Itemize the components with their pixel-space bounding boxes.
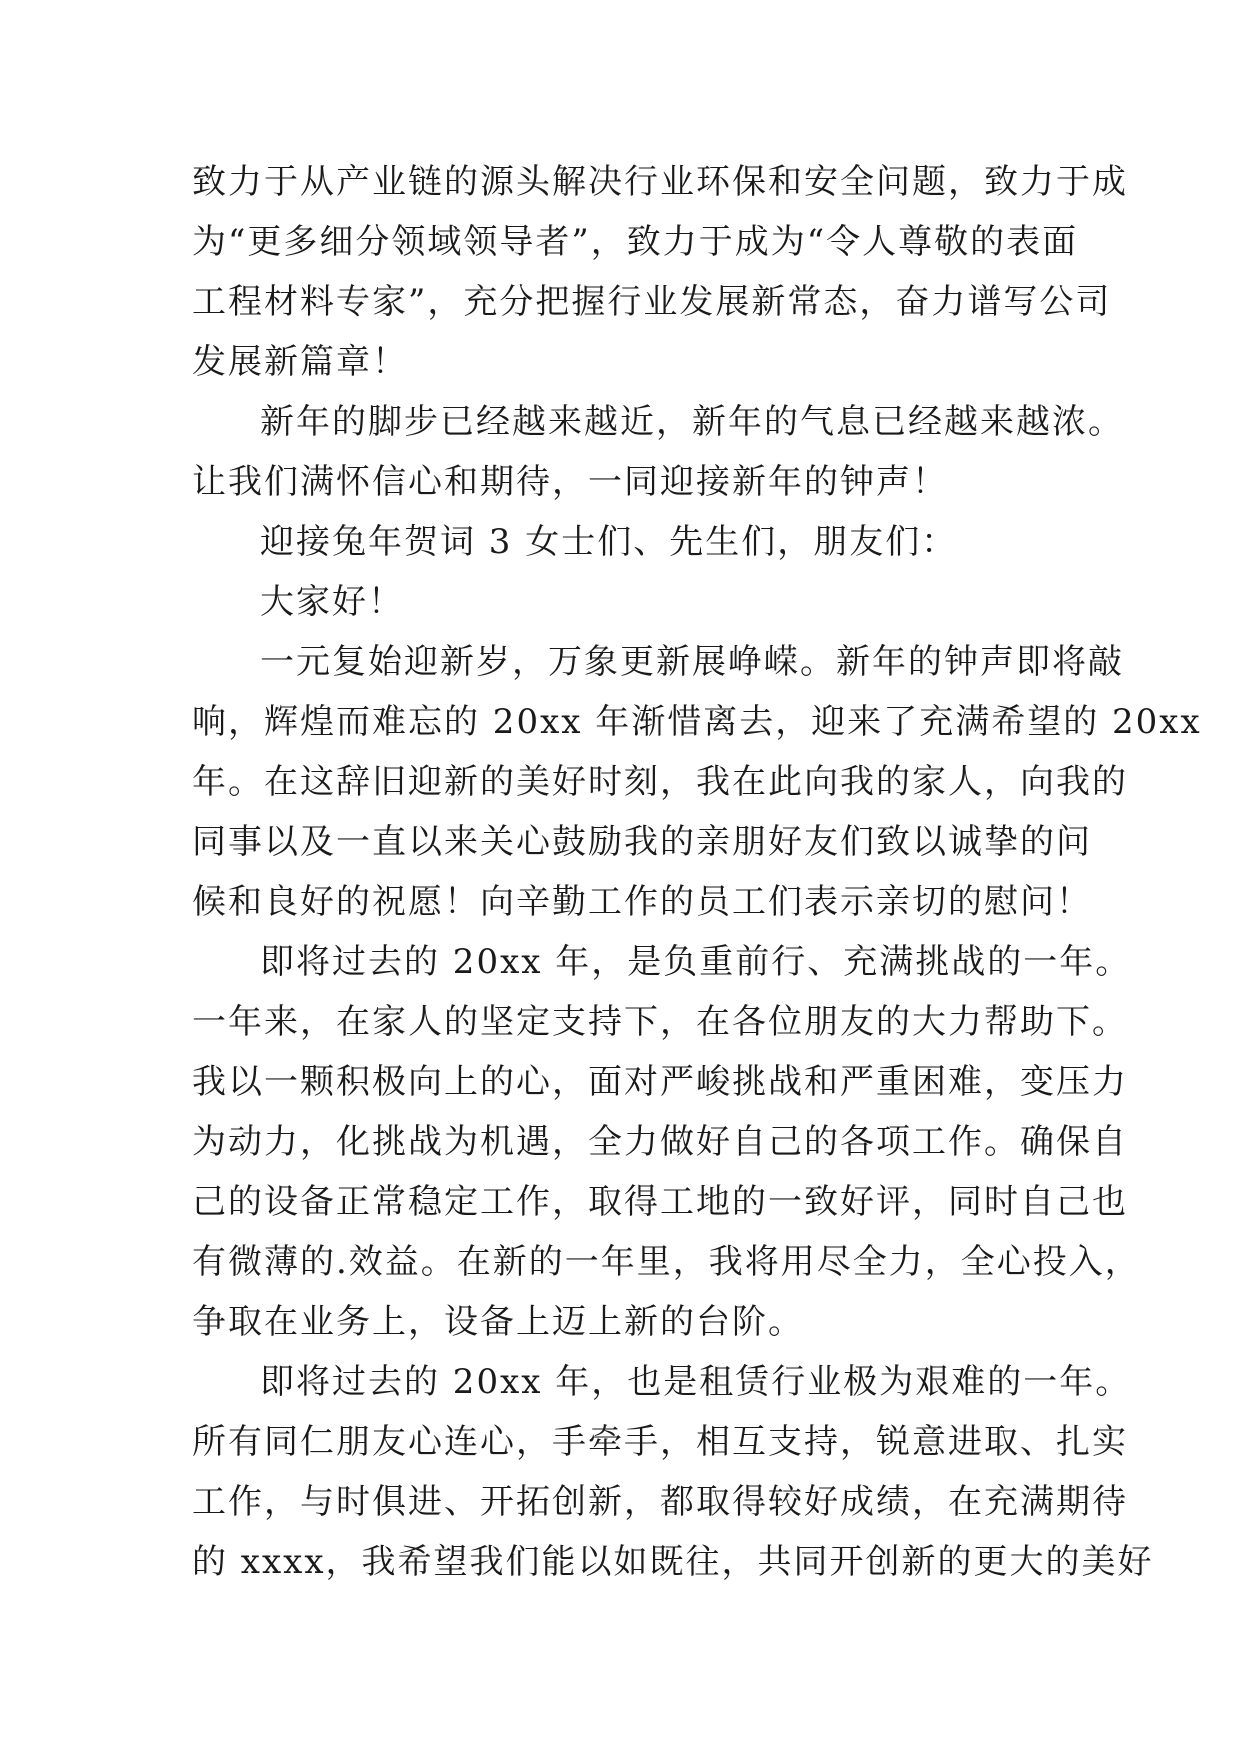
paragraph-start-line: 一元复始迎新岁，万象更新展峥嵘。新年的钟声即将敲: [260, 642, 1124, 682]
text-line: 同事以及一直以来关心鼓励我的亲朋好友们致以诚挚的问: [192, 822, 1092, 862]
text-line: 为“更多细分领域领导者”，致力于成为“令人尊敬的表面: [192, 222, 1079, 262]
section-heading-line: 迎接兔年贺词 3 女士们、先生们，朋友们：: [260, 522, 958, 562]
text-line: 争取在业务上，设备上迈上新的台阶。: [192, 1302, 804, 1342]
text-line: 的 xxxx，我希望我们能以如既往，共同开创新的更大的美好: [192, 1542, 1154, 1582]
text-line: 工作，与时俱进、开拓创新，都取得较好成绩，在充满期待: [192, 1482, 1128, 1522]
text-line: 有微薄的.效益。在新的一年里，我将用尽全力，全心投入，: [192, 1242, 1141, 1282]
paragraph-start-line: 即将过去的 20xx 年，是负重前行、充满挑战的一年。: [260, 942, 1132, 982]
text-line: 让我们满怀信心和期待，一同迎接新年的钟声！: [192, 462, 948, 502]
body-text: [192, 152, 1202, 1592]
text-line: 一年来，在家人的坚定支持下，在各位朋友的大力帮助下。: [192, 1002, 1128, 1042]
text-line: 所有同仁朋友心连心，手牵手，相互支持，锐意进取、扎实: [192, 1422, 1128, 1462]
text-line: 候和良好的祝愿！向辛勤工作的员工们表示亲切的慰问！: [192, 882, 1092, 922]
text-line: 为动力，化挑战为机遇，全力做好自己的各项工作。确保自: [192, 1122, 1128, 1162]
text-line: 发展新篇章！: [192, 342, 408, 382]
text-line: 年。在这辞旧迎新的美好时刻，我在此向我的家人，向我的: [192, 762, 1128, 802]
greeting-line: 大家好！: [260, 582, 404, 622]
text-line: 工程材料专家”，充分把握行业发展新常态，奋力谱写公司: [192, 282, 1112, 322]
text-line: 响，辉煌而难忘的 20xx 年渐惜离去，迎来了充满希望的 20xx: [192, 702, 1202, 742]
paragraph-start-line: 即将过去的 20xx 年，也是租赁行业极为艰难的一年。: [260, 1362, 1132, 1402]
paragraph-start-line: 新年的脚步已经越来越近，新年的气息已经越来越浓。: [260, 402, 1124, 442]
text-line: 致力于从产业链的源头解决行业环保和安全问题，致力于成: [192, 162, 1128, 202]
text-line: 己的设备正常稳定工作，取得工地的一致好评，同时自己也: [192, 1182, 1128, 1222]
text-line: 我以一颗积极向上的心，面对严峻挑战和严重困难，变压力: [192, 1062, 1128, 1102]
